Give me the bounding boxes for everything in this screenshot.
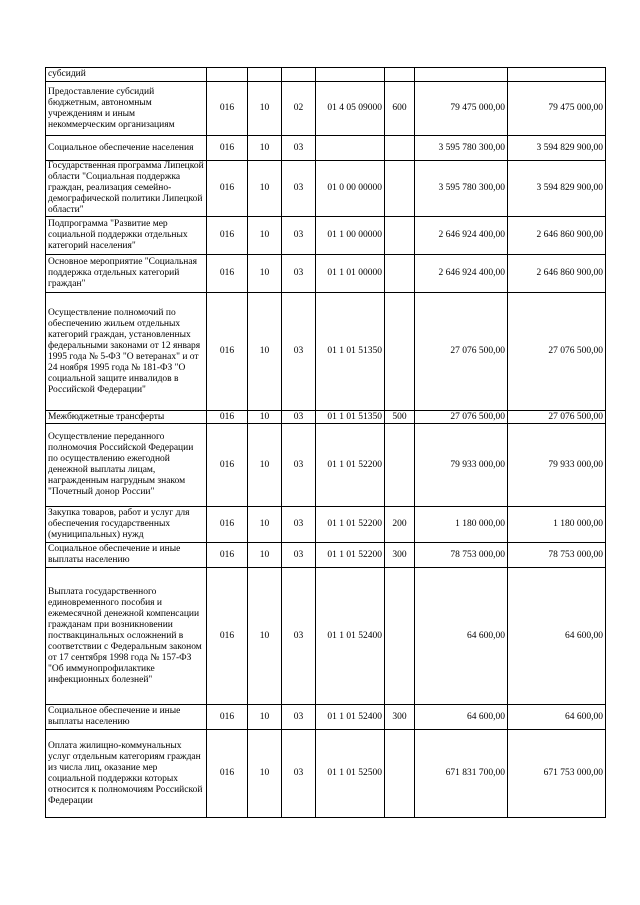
table-row bbox=[46, 411, 606, 424]
subsection-code-cell: 03 bbox=[282, 705, 316, 730]
amount-cell-2: 3 594 829 900,00 bbox=[508, 136, 606, 161]
section-code-cell: 10 bbox=[248, 424, 282, 507]
target-article-cell: 01 1 01 52200 bbox=[316, 507, 385, 543]
subsection-code-cell: 03 bbox=[282, 411, 316, 424]
row-name-cell: Межбюджетные трансферты bbox=[46, 411, 207, 424]
budget-table bbox=[45, 67, 606, 818]
amount-cell-1: 79 475 000,00 bbox=[415, 82, 508, 136]
row-name-cell: Закупка товаров, работ и услуг для обеспечения государственных (муниципальных) нужд bbox=[46, 507, 207, 543]
row-name-cell: Подпрограмма "Развитие мер социальной поддержки отдельных категорий населения" bbox=[46, 217, 207, 255]
expense-type-cell bbox=[385, 68, 415, 82]
target-article-cell: 01 1 01 52400 bbox=[316, 568, 385, 705]
expense-type-cell: 300 bbox=[385, 543, 415, 568]
table-row bbox=[46, 82, 606, 136]
subsection-code-cell: 02 bbox=[282, 82, 316, 136]
admin-code-cell: 016 bbox=[207, 217, 248, 255]
table-row bbox=[46, 568, 606, 705]
amount-cell-1: 79 933 000,00 bbox=[415, 424, 508, 507]
row-name-cell: Выплата государственного единовременного пособия и ежемесячной денежной компенсации гражданам при возникновении поствакцинальных осложнений в соответствии с Федеральным законом от 17 сентября 1998 года № 157-ФЗ "Об иммунопрофилактике инфекционных болезней" bbox=[46, 568, 207, 705]
row-name-cell: субсидий bbox=[46, 68, 207, 82]
section-code-cell: 10 bbox=[248, 411, 282, 424]
expense-type-cell bbox=[385, 136, 415, 161]
table-row bbox=[46, 255, 606, 293]
target-article-cell: 01 1 01 51350 bbox=[316, 411, 385, 424]
table-row bbox=[46, 424, 606, 507]
table-row bbox=[46, 507, 606, 543]
admin-code-cell: 016 bbox=[207, 82, 248, 136]
table-row bbox=[46, 68, 606, 82]
section-code-cell: 10 bbox=[248, 136, 282, 161]
amount-cell-2: 2 646 860 900,00 bbox=[508, 255, 606, 293]
target-article-cell: 01 1 01 00000 bbox=[316, 255, 385, 293]
expense-type-cell: 600 bbox=[385, 82, 415, 136]
subsection-code-cell: 03 bbox=[282, 543, 316, 568]
amount-cell-1: 3 595 780 300,00 bbox=[415, 136, 508, 161]
section-code-cell: 10 bbox=[248, 255, 282, 293]
table-row bbox=[46, 136, 606, 161]
expense-type-cell bbox=[385, 255, 415, 293]
table-body bbox=[46, 68, 606, 818]
target-article-cell bbox=[316, 68, 385, 82]
row-name-cell: Государственная программа Липецкой области "Социальная поддержка граждан, реализация семейно-демографической политики Липецкой области" bbox=[46, 161, 207, 217]
subsection-code-cell: 03 bbox=[282, 217, 316, 255]
row-name-cell: Социальное обеспечение и иные выплаты населению bbox=[46, 543, 207, 568]
admin-code-cell: 016 bbox=[207, 705, 248, 730]
amount-cell-2: 79 475 000,00 bbox=[508, 82, 606, 136]
row-name-cell: Предоставление субсидий бюджетным, автономным учреждениям и иным некоммерческим организациям bbox=[46, 82, 207, 136]
subsection-code-cell: 03 bbox=[282, 424, 316, 507]
expense-type-cell: 500 bbox=[385, 411, 415, 424]
amount-cell-2: 671 753 000,00 bbox=[508, 730, 606, 818]
table-row bbox=[46, 543, 606, 568]
amount-cell-1: 1 180 000,00 bbox=[415, 507, 508, 543]
section-code-cell: 10 bbox=[248, 82, 282, 136]
amount-cell-1: 64 600,00 bbox=[415, 705, 508, 730]
amount-cell-1: 671 831 700,00 bbox=[415, 730, 508, 818]
section-code-cell: 10 bbox=[248, 217, 282, 255]
row-name-cell: Оплата жилищно-коммунальных услуг отдельным категориям граждан из числа лиц, оказание мер социальной поддержки которых относится к полномочиям Российской Федерации bbox=[46, 730, 207, 818]
expense-type-cell bbox=[385, 568, 415, 705]
amount-cell-1: 27 076 500,00 bbox=[415, 293, 508, 411]
amount-cell-2: 2 646 860 900,00 bbox=[508, 217, 606, 255]
section-code-cell: 10 bbox=[248, 705, 282, 730]
admin-code-cell: 016 bbox=[207, 543, 248, 568]
target-article-cell: 01 1 01 52500 bbox=[316, 730, 385, 818]
admin-code-cell: 016 bbox=[207, 730, 248, 818]
target-article-cell: 01 0 00 00000 bbox=[316, 161, 385, 217]
admin-code-cell bbox=[207, 68, 248, 82]
expense-type-cell bbox=[385, 161, 415, 217]
amount-cell-2: 27 076 500,00 bbox=[508, 293, 606, 411]
amount-cell-1: 3 595 780 300,00 bbox=[415, 161, 508, 217]
section-code-cell: 10 bbox=[248, 568, 282, 705]
table-row bbox=[46, 730, 606, 818]
expense-type-cell bbox=[385, 293, 415, 411]
target-article-cell: 01 4 05 09000 bbox=[316, 82, 385, 136]
amount-cell-2: 27 076 500,00 bbox=[508, 411, 606, 424]
amount-cell-2 bbox=[508, 68, 606, 82]
table-row bbox=[46, 705, 606, 730]
amount-cell-2: 1 180 000,00 bbox=[508, 507, 606, 543]
target-article-cell: 01 1 01 52200 bbox=[316, 424, 385, 507]
target-article-cell bbox=[316, 136, 385, 161]
subsection-code-cell: 03 bbox=[282, 293, 316, 411]
amount-cell-1: 2 646 924 400,00 bbox=[415, 255, 508, 293]
subsection-code-cell: 03 bbox=[282, 507, 316, 543]
row-name-cell: Социальное обеспечение населения bbox=[46, 136, 207, 161]
section-code-cell: 10 bbox=[248, 507, 282, 543]
section-code-cell bbox=[248, 68, 282, 82]
row-name-cell: Осуществление переданного полномочия Российской Федерации по осуществлению ежегодной денежной выплаты лицам, награжденным нагрудным знаком "Почетный донор России" bbox=[46, 424, 207, 507]
amount-cell-1 bbox=[415, 68, 508, 82]
amount-cell-2: 78 753 000,00 bbox=[508, 543, 606, 568]
amount-cell-1: 2 646 924 400,00 bbox=[415, 217, 508, 255]
subsection-code-cell: 03 bbox=[282, 568, 316, 705]
subsection-code-cell: 03 bbox=[282, 730, 316, 818]
admin-code-cell: 016 bbox=[207, 411, 248, 424]
expense-type-cell bbox=[385, 217, 415, 255]
admin-code-cell: 016 bbox=[207, 136, 248, 161]
expense-type-cell: 300 bbox=[385, 705, 415, 730]
subsection-code-cell: 03 bbox=[282, 161, 316, 217]
row-name-cell: Социальное обеспечение и иные выплаты населению bbox=[46, 705, 207, 730]
expense-type-cell bbox=[385, 424, 415, 507]
amount-cell-2: 64 600,00 bbox=[508, 705, 606, 730]
amount-cell-1: 64 600,00 bbox=[415, 568, 508, 705]
admin-code-cell: 016 bbox=[207, 507, 248, 543]
expense-type-cell bbox=[385, 730, 415, 818]
admin-code-cell: 016 bbox=[207, 568, 248, 705]
admin-code-cell: 016 bbox=[207, 255, 248, 293]
target-article-cell: 01 1 01 52400 bbox=[316, 705, 385, 730]
amount-cell-2: 3 594 829 900,00 bbox=[508, 161, 606, 217]
target-article-cell: 01 1 01 52200 bbox=[316, 543, 385, 568]
section-code-cell: 10 bbox=[248, 161, 282, 217]
amount-cell-1: 27 076 500,00 bbox=[415, 411, 508, 424]
row-name-cell: Основное мероприятие "Социальная поддержка отдельных категорий граждан" bbox=[46, 255, 207, 293]
admin-code-cell: 016 bbox=[207, 424, 248, 507]
table-row bbox=[46, 161, 606, 217]
section-code-cell: 10 bbox=[248, 543, 282, 568]
section-code-cell: 10 bbox=[248, 730, 282, 818]
subsection-code-cell: 03 bbox=[282, 136, 316, 161]
amount-cell-2: 79 933 000,00 bbox=[508, 424, 606, 507]
table-row bbox=[46, 217, 606, 255]
row-name-cell: Осуществление полномочий по обеспечению жильем отдельных категорий граждан, установленных федеральными законами от 12 января 1995 года № 5-ФЗ "О ветеранах" и от 24 ноября 1995 года № 181-ФЗ "О социальной защите инвалидов в Российской Федерации" bbox=[46, 293, 207, 411]
target-article-cell: 01 1 01 51350 bbox=[316, 293, 385, 411]
admin-code-cell: 016 bbox=[207, 161, 248, 217]
admin-code-cell: 016 bbox=[207, 293, 248, 411]
target-article-cell: 01 1 00 00000 bbox=[316, 217, 385, 255]
table-row bbox=[46, 293, 606, 411]
amount-cell-1: 78 753 000,00 bbox=[415, 543, 508, 568]
subsection-code-cell: 03 bbox=[282, 255, 316, 293]
section-code-cell: 10 bbox=[248, 293, 282, 411]
subsection-code-cell bbox=[282, 68, 316, 82]
amount-cell-2: 64 600,00 bbox=[508, 568, 606, 705]
expense-type-cell: 200 bbox=[385, 507, 415, 543]
